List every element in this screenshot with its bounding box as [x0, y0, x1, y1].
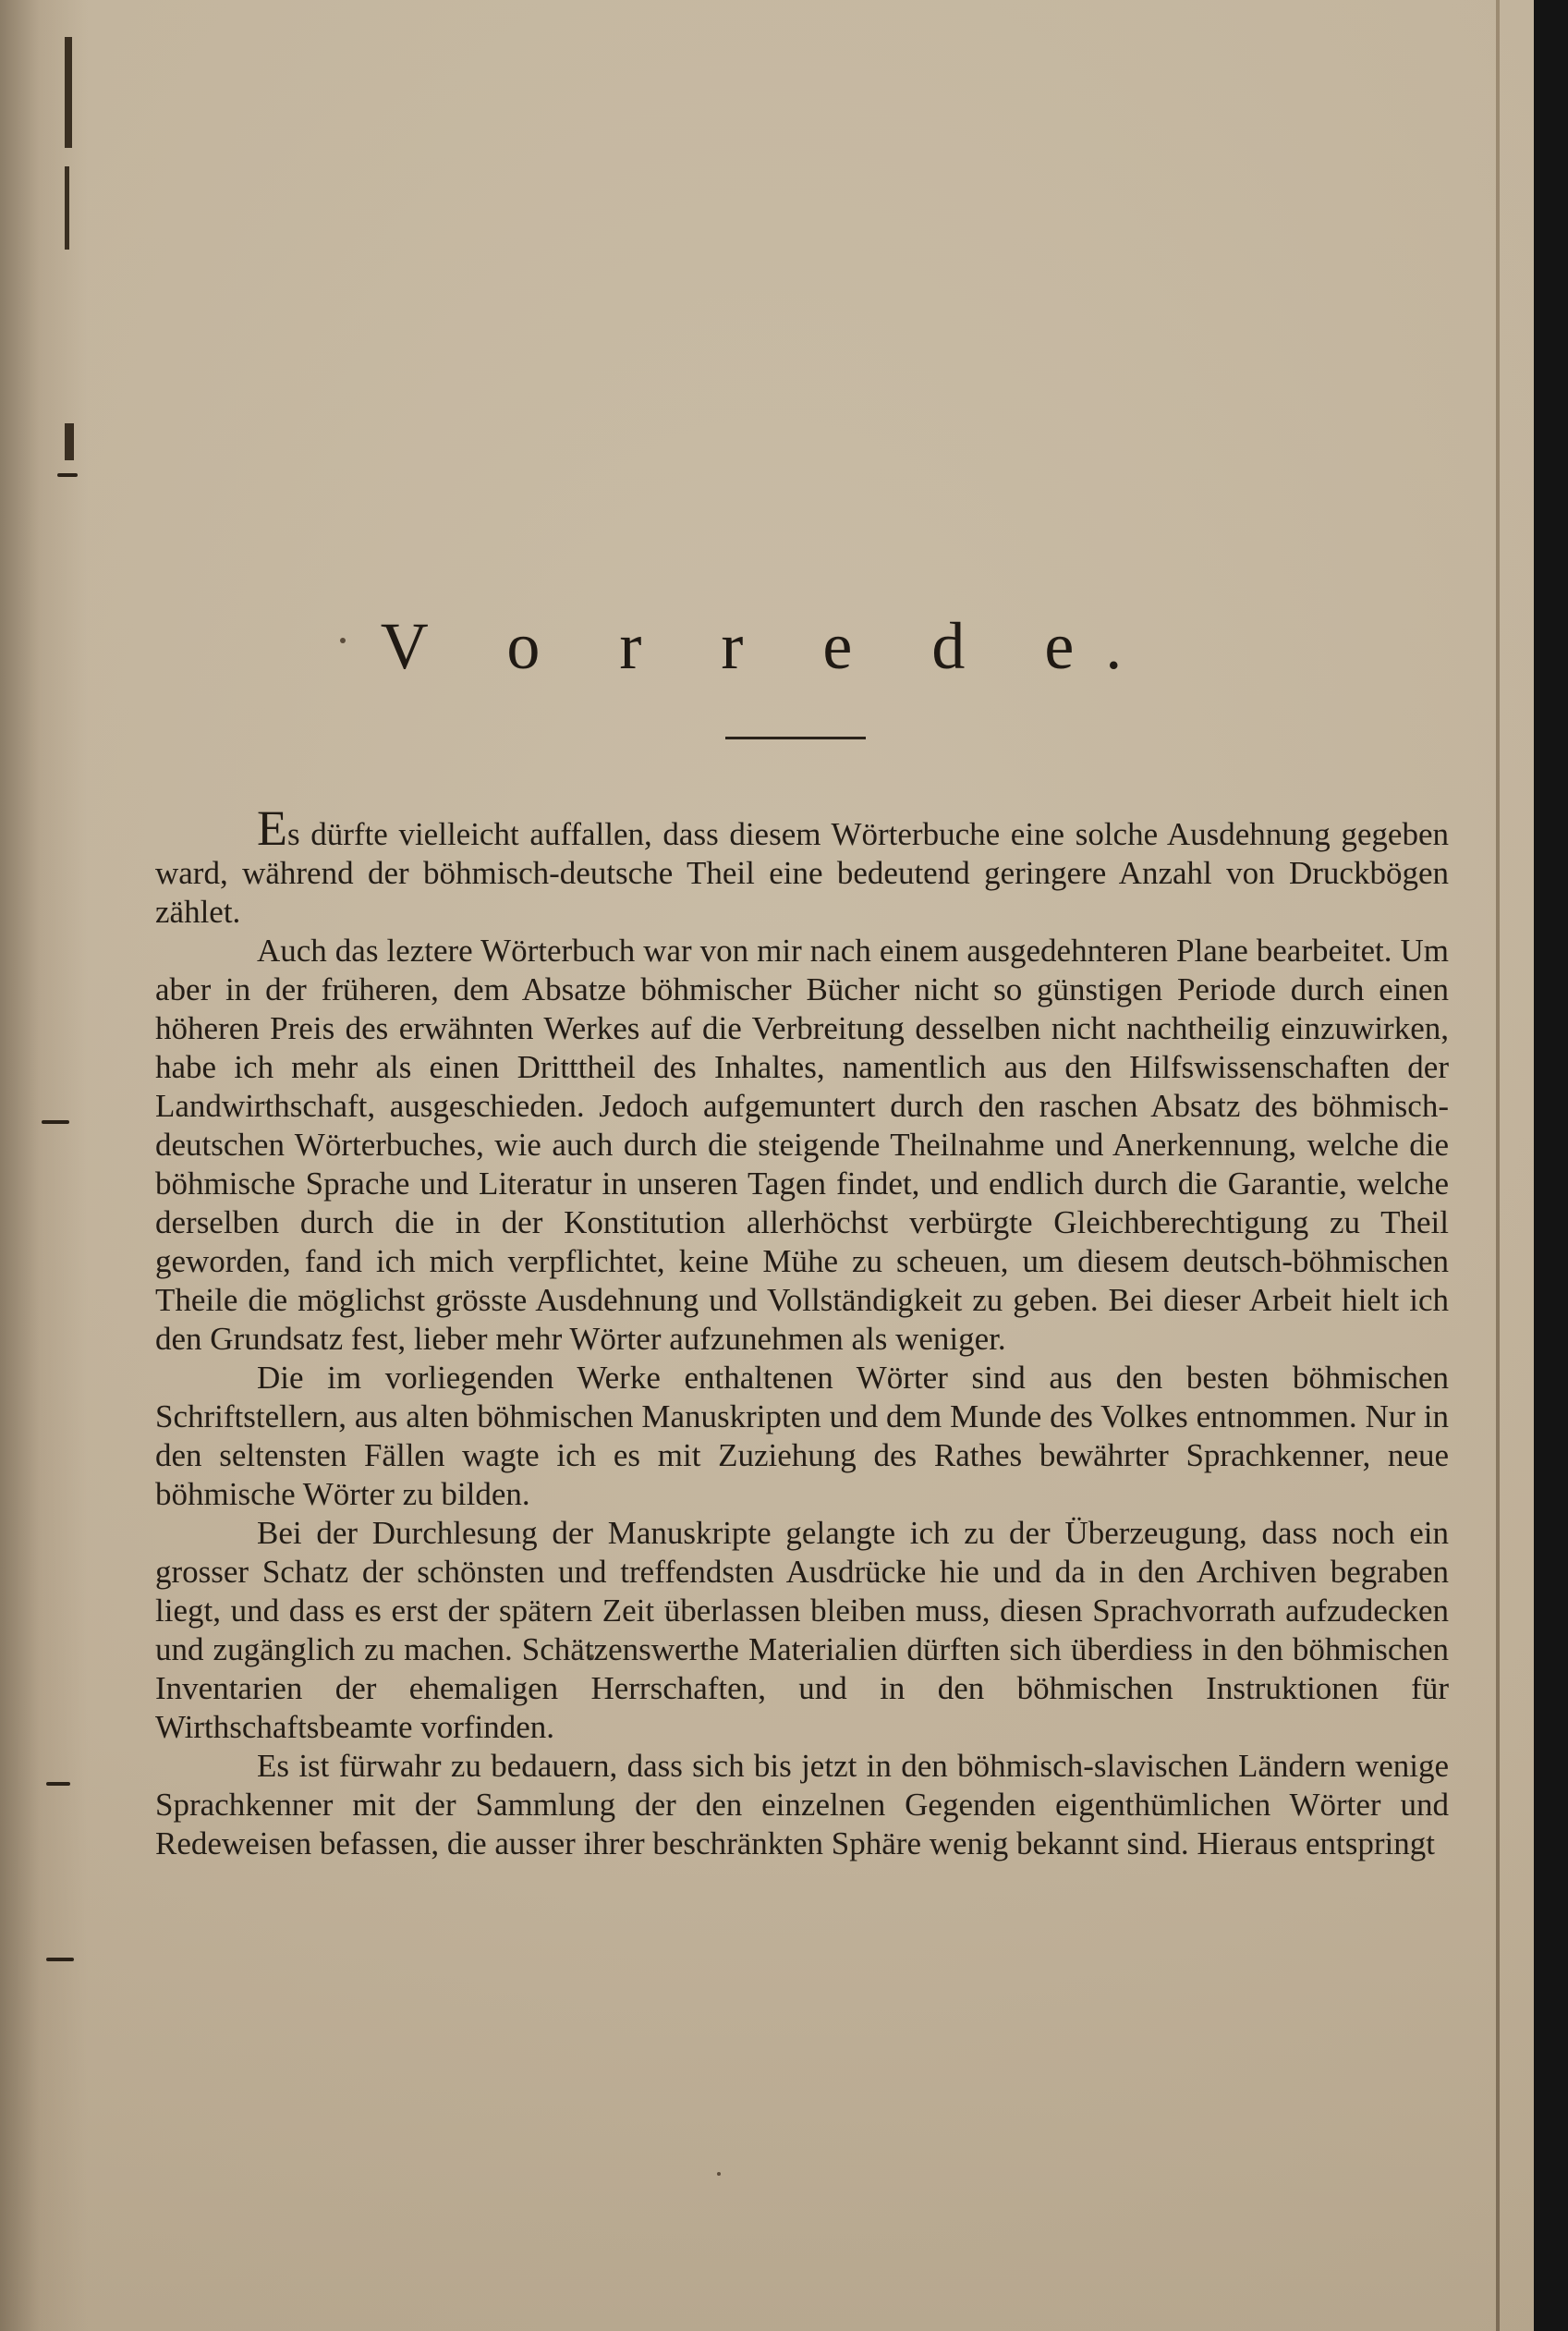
binding-mark: [65, 166, 69, 250]
paragraph: Die im vorliegenden Werke enthaltenen Wörter sind aus den besten böhmischen Schriftstellern, aus alten böhmischen Manuskripten und dem Munde des Volkes entnommen. Nur in den seltensten Fällen wagte ich es mit Zuziehung des Rathes bewährter Sprachkenner, neue böhmische Wörter zu bilden.: [155, 1360, 1449, 1512]
paragraph-text: s dürfte vielleicht auffallen, dass diesem Wörterbuche eine solche Ausdehnung gegeben ward, während der böhmisch-deutsche Theil eine bedeutend geringere Anzahl von Druckbögen zählet.: [155, 816, 1449, 930]
page-binding-shadow: [0, 0, 88, 2331]
binding-mark: [65, 423, 74, 460]
paragraph: [155, 800, 1449, 932]
page-title: V o r r e d e.: [380, 609, 1154, 683]
preface-text: [155, 800, 1449, 1863]
binding-stitch: [42, 1120, 69, 1124]
binding-stitch: [46, 1782, 70, 1786]
page-edge: [1496, 0, 1500, 2331]
paragraph: Bei der Durchlesung der Manuskripte gelangte ich zu der Überzeugung, dass noch ein grosser Schatz der schönsten und treffendsten Ausdrücke hie und da in den Archiven begraben liegt, und dass es erst der spätern Zeit überlassen bleiben muss, diesen Sprachvorrath aufzudecken und zugänglich zu machen. Schätzenswerthe Materialien dürften sich überdiess in den böhmischen Inventarien der ehemaligen Herrschaften, und in den böhmischen Instruktionen für Wirthschaftsbeamte vorfinden.: [155, 1515, 1449, 1745]
binding-stitch: [46, 1958, 74, 1961]
title-rule: [725, 737, 866, 739]
paragraph: Es ist fürwahr zu bedauern, dass sich bis jetzt in den böhmisch-slavischen Ländern wenige Sprachkenner mit der Sammlung der den einzelnen Gegenden eigenthümlichen Wörter und Redeweisen befassen, die ausser ihrer beschränkten Sphäre wenig bekannt sind. Hieraus entspringt: [155, 1748, 1449, 1861]
ink-spot: [717, 2172, 721, 2176]
paragraph: Auch das leztere Wörterbuch war von mir nach einem ausgedehnteren Plane bearbeitet. Um aber in der früheren, dem Absatze böhmischer Bücher nicht so günstigen Periode durch einen höheren Preis des erwähnten Werkes auf die Verbreitung desselben nicht nachtheilig einzuwirken, habe ich mehr als einen Dritttheil des Inhaltes, namentlich aus den Hilfswissenschaften der Landwirthschaft, ausgeschieden. Jedoch aufgemuntert durch den raschen Absatz des böhmisch-deutschen Wörterbuches, wie auch durch die steigende Theilnahme und Anerkennung, welche die böhmische Sprache und Literatur in unseren Tagen findet, und endlich durch die Garantie, welche derselben durch die in der Konstitution allerhöchst verbürgte Gleichberechtigung zu Theil geworden, fand ich mich verpflichtet, keine Mühe zu scheuen, um diesem deutsch-böhmischen Theile die möglichst grösste Ausdehnung und Vollständigkeit zu geben. Bei dieser Arbeit hielt ich den Grundsatz fest, lieber mehr Wörter aufzunehmen als weniger.: [155, 933, 1449, 1357]
binding-stitch: [57, 473, 78, 477]
binding-mark: [65, 37, 72, 148]
initial-letter: E: [257, 800, 287, 856]
